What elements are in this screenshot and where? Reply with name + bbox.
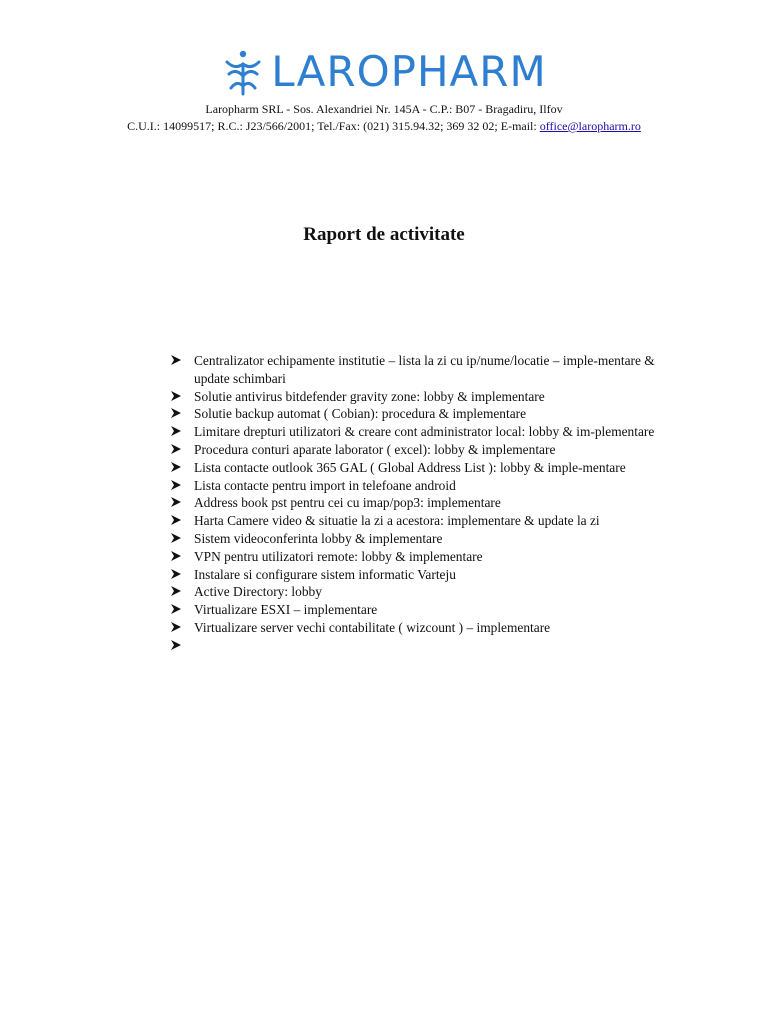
list-item — [170, 619, 655, 637]
arrow-bullet-icon — [170, 639, 182, 651]
arrow-bullet-icon — [170, 514, 182, 526]
list-item — [170, 512, 655, 530]
list-item-text: VPN pentru utilizatori remote: lobby & implementare — [194, 548, 483, 564]
email-link[interactable]: office@laropharm.ro — [539, 119, 641, 133]
laropharm-emblem-icon — [221, 48, 265, 96]
list-item-text: Sistem videoconferinta lobby & implementare — [194, 530, 443, 546]
list-item-text: Instalare si configurare sistem informatic Varteju — [194, 566, 456, 582]
list-item-text: Solutie antivirus bitdefender gravity zone: lobby & implementare — [194, 388, 545, 404]
list-item-text: Limitare drepturi utilizatori & creare cont administrator local: lobby & im-plementare — [194, 424, 655, 440]
arrow-bullet-icon — [170, 585, 182, 597]
list-item — [170, 548, 655, 566]
list-item — [170, 352, 655, 388]
list-item — [170, 388, 655, 406]
arrow-bullet-icon — [170, 425, 182, 437]
list-item-text: Virtualizare server vechi contabilitate ( wizcount ) – implementare — [194, 619, 551, 635]
list-item-text: Lista contacte pentru import in telefoane android — [194, 477, 456, 493]
arrow-bullet-icon — [170, 532, 182, 544]
list-item — [170, 601, 655, 619]
arrow-bullet-icon — [170, 621, 182, 633]
company-registration: C.U.I.: 14099517; R.C.: J23/566/2001; Tel./Fax: (021) 315.94.32; 369 32 02; E-mail: — [127, 119, 540, 133]
company-info — [0, 101, 768, 135]
arrow-bullet-icon — [170, 603, 182, 615]
arrow-bullet-icon — [170, 407, 182, 419]
arrow-bullet-icon — [170, 461, 182, 473]
arrow-bullet-icon — [170, 443, 182, 455]
document-title: Raport de activitate — [303, 224, 465, 245]
activity-list — [170, 352, 655, 637]
list-item-text: Address book pst pentru cei cu imap/pop3: implementare — [194, 495, 501, 511]
list-item — [170, 477, 655, 495]
list-item — [170, 459, 655, 477]
list-item-text: Procedura conturi aparate laborator ( excel): lobby & implementare — [194, 441, 556, 457]
arrow-bullet-icon — [170, 568, 182, 580]
company-address: Laropharm SRL - Sos. Alexandriei Nr. 145A - C.P.: B07 - Bragadiru, Ilfov — [205, 102, 563, 116]
list-item-text: Harta Camere video & situatie la zi a acestora: implementare & update la zi — [194, 513, 600, 529]
arrow-bullet-icon — [170, 390, 182, 402]
list-item-text: Lista contacte outlook 365 GAL ( Global Address List ): lobby & imple-mentare — [194, 459, 626, 475]
list-item — [170, 405, 655, 423]
company-logo — [0, 44, 768, 100]
logo-wordmark: LAROPHARM — [271, 47, 547, 96]
list-item-text: Active Directory: lobby — [194, 584, 322, 600]
list-item — [170, 441, 655, 459]
arrow-bullet-icon — [170, 479, 182, 491]
list-item — [170, 494, 655, 512]
list-item — [170, 423, 655, 441]
list-item — [170, 566, 655, 584]
list-item — [170, 530, 655, 548]
list-item-text: Virtualizare ESXI – implementare — [194, 602, 378, 618]
arrow-bullet-icon — [170, 496, 182, 508]
list-item-text: Centralizator echipamente institutie – lista la zi cu ip/nume/locatie – imple-mentare & update schimbari — [194, 353, 655, 386]
company-contact — [0, 118, 768, 135]
arrow-bullet-icon — [170, 550, 182, 562]
list-item — [170, 583, 655, 601]
list-item-text: Solutie backup automat ( Cobian): procedura & implementare — [194, 406, 527, 422]
arrow-bullet-icon — [170, 354, 182, 366]
